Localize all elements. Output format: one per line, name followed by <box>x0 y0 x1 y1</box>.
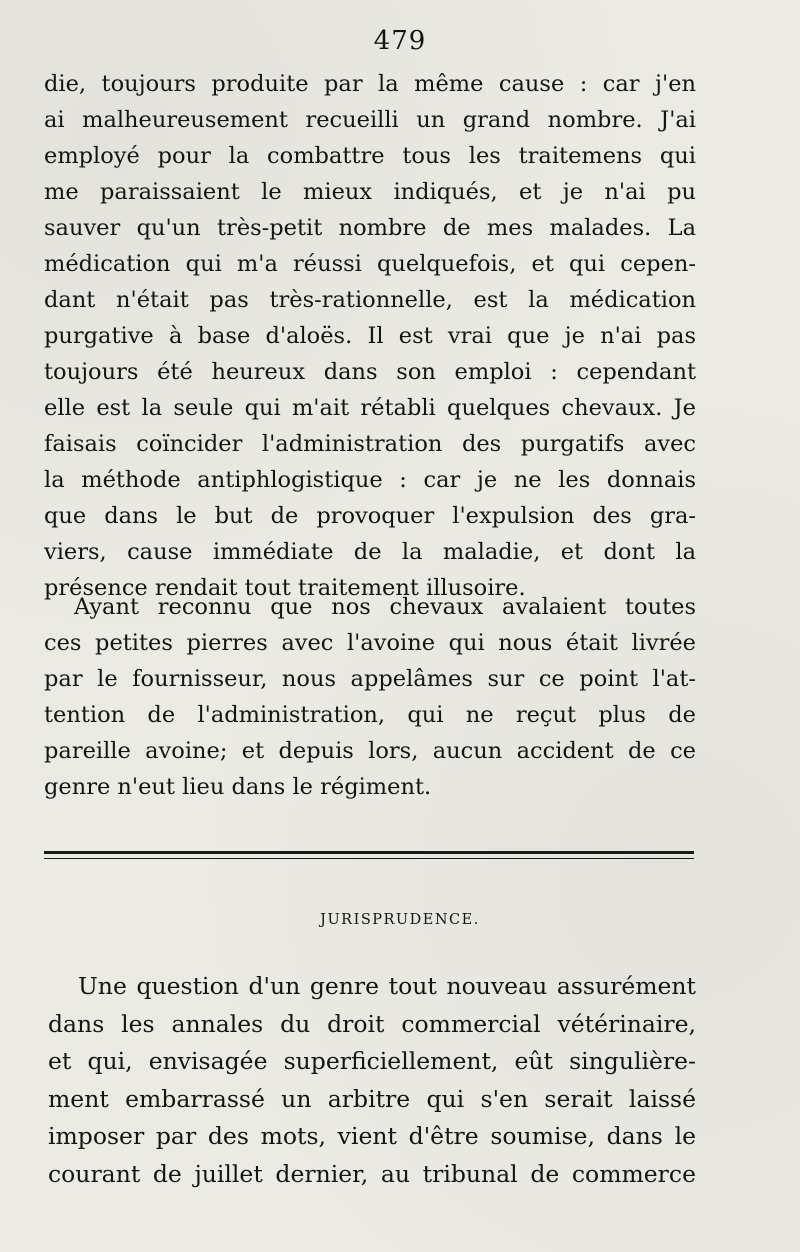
text-line: sauver qu'un très-petit nombre de mes malades. La <box>44 215 696 241</box>
text-line: dans les annales du droit commercial vétérinaire, <box>48 1009 696 1038</box>
text-line: Ayant reconnu que nos chevaux avalaient toutes <box>74 594 696 620</box>
text-line: ment embarrassé un arbitre qui s'en serait laissé <box>48 1084 696 1113</box>
text-line: que dans le but de provoquer l'expulsion des gra- <box>44 503 696 529</box>
text-line: die, toujours produite par la même cause : car j'en <box>44 71 696 97</box>
text-line: tention de l'administration, qui ne reçut plus de <box>44 702 696 728</box>
text-line: et qui, envisagée superficiellement, eût singulière- <box>48 1047 696 1075</box>
text-line: purgative à base d'aloës. Il est vrai que je n'ai pas <box>44 323 696 349</box>
text-line: Une question d'un genre tout nouveau assurément <box>78 972 696 1000</box>
paragraph-jurisprudence <box>48 968 696 1193</box>
section-divider-thin <box>44 858 694 859</box>
page-number: 479 <box>373 26 427 56</box>
text-line: pareille avoine; et depuis lors, aucun accident de ce <box>44 738 696 764</box>
text-line: ai malheureusement recueilli un grand nombre. J'ai <box>44 107 696 133</box>
text-line: dant n'était pas très-rationnelle, est la médication <box>44 287 696 313</box>
text-line: imposer par des mots, vient d'être soumise, dans le <box>48 1122 696 1150</box>
text-line: faisais coïncider l'administration des purgatifs avec <box>44 431 696 457</box>
text-line: elle est la seule qui m'ait rétabli quelques chevaux. Je <box>44 395 696 421</box>
text-line: toujours été heureux dans son emploi : cependant <box>44 359 696 385</box>
text-line: employé pour la combattre tous les traitemens qui <box>44 143 696 169</box>
section-title: JURISPRUDENCE. <box>320 912 480 928</box>
text-line: présence rendait tout traitement illusoire. <box>44 575 526 601</box>
paragraph-horses <box>44 589 696 805</box>
paragraph-continued <box>44 66 696 606</box>
text-line: courant de juillet dernier, au tribunal de commerce <box>48 1159 696 1188</box>
text-line: par le fournisseur, nous appelâmes sur ce point l'at- <box>44 666 696 692</box>
text-line: viers, cause immédiate de la maladie, et dont la <box>44 539 696 565</box>
text-line: ces petites pierres avec l'avoine qui nous était livrée <box>44 630 696 656</box>
section-divider-thick <box>44 851 694 854</box>
text-line: médication qui m'a réussi quelquefois, et qui cepen- <box>44 251 696 277</box>
text-line: genre n'eut lieu dans le régiment. <box>44 774 432 800</box>
text-line: la méthode antiphlogistique : car je ne les donnais <box>44 467 696 493</box>
text-line: me paraissaient le mieux indiqués, et je n'ai pu <box>44 179 696 205</box>
